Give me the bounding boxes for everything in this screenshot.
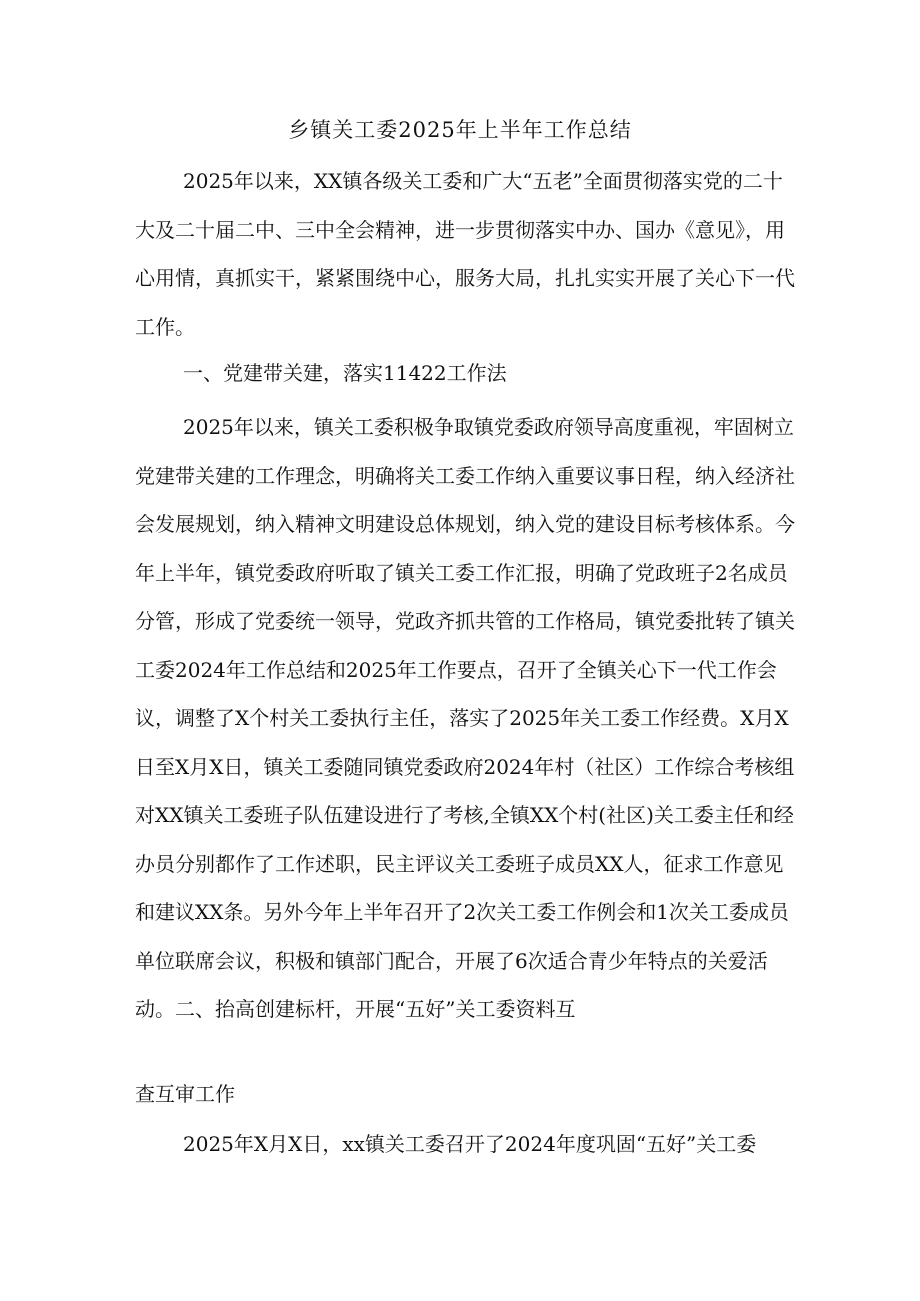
- intro-paragraph: 2025年以来，XX镇各级关工委和广大“五老”全面贯彻落实党的二十大及二十届二中、三中全会精神，进一步贯彻落实中办、国办《意见》，用心用情，真抓实干，紧紧围绕中心，服务大局，扎扎实实开展了关心下一代工作。: [135, 169, 795, 339]
- document-title: 乡镇关工委2025年上半年工作总结: [288, 118, 632, 142]
- section-two-paragraph: 2025年X月X日，xx镇关工委召开了2024年度巩固“五好”关工委: [183, 1132, 757, 1156]
- continuation-line: 查互审工作: [135, 1082, 235, 1106]
- section-heading-one: 一、党建带关建，落实11422工作法: [183, 361, 507, 385]
- section-one-paragraph: 2025年以来，镇关工委积极争取镇党委政府领导高度重视，牢固树立党建带关建的工作理念，明确将关工委工作纳入重要议事日程，纳入经济社会发展规划，纳入精神文明建设总体规划，纳入党的建设目标考核体系。今年上半年，镇党委政府听取了镇关工委工作汇报，明确了党政班子2名成员分管，形成了党委统一领导，党政齐抓共管的工作格局，镇党委批转了镇关工委2024年工作总结和2025年工作要点，召开了全镇关心下一代工作会议，调整了X个村关工委执行主任，落实了2025年关工委工作经费。X月X日至X月X日，镇关工委随同镇党委政府2024年村（社区）工作综合考核组对XX镇关工委班子队伍建设进行了考核,全镇XX个村(社区)关工委主任和经办员分别都作了工作述职，民主评议关工委班子成员XX人，征求工作意见和建议XX条。另外今年上半年召开了2次关工委工作例会和1次关工委成员单位联席会议，积极和镇部门配合，开展了6次适合青少年特点的关爱活动。二、抬高创建标杆，开展“五好”关工委资料互: [135, 415, 795, 1021]
